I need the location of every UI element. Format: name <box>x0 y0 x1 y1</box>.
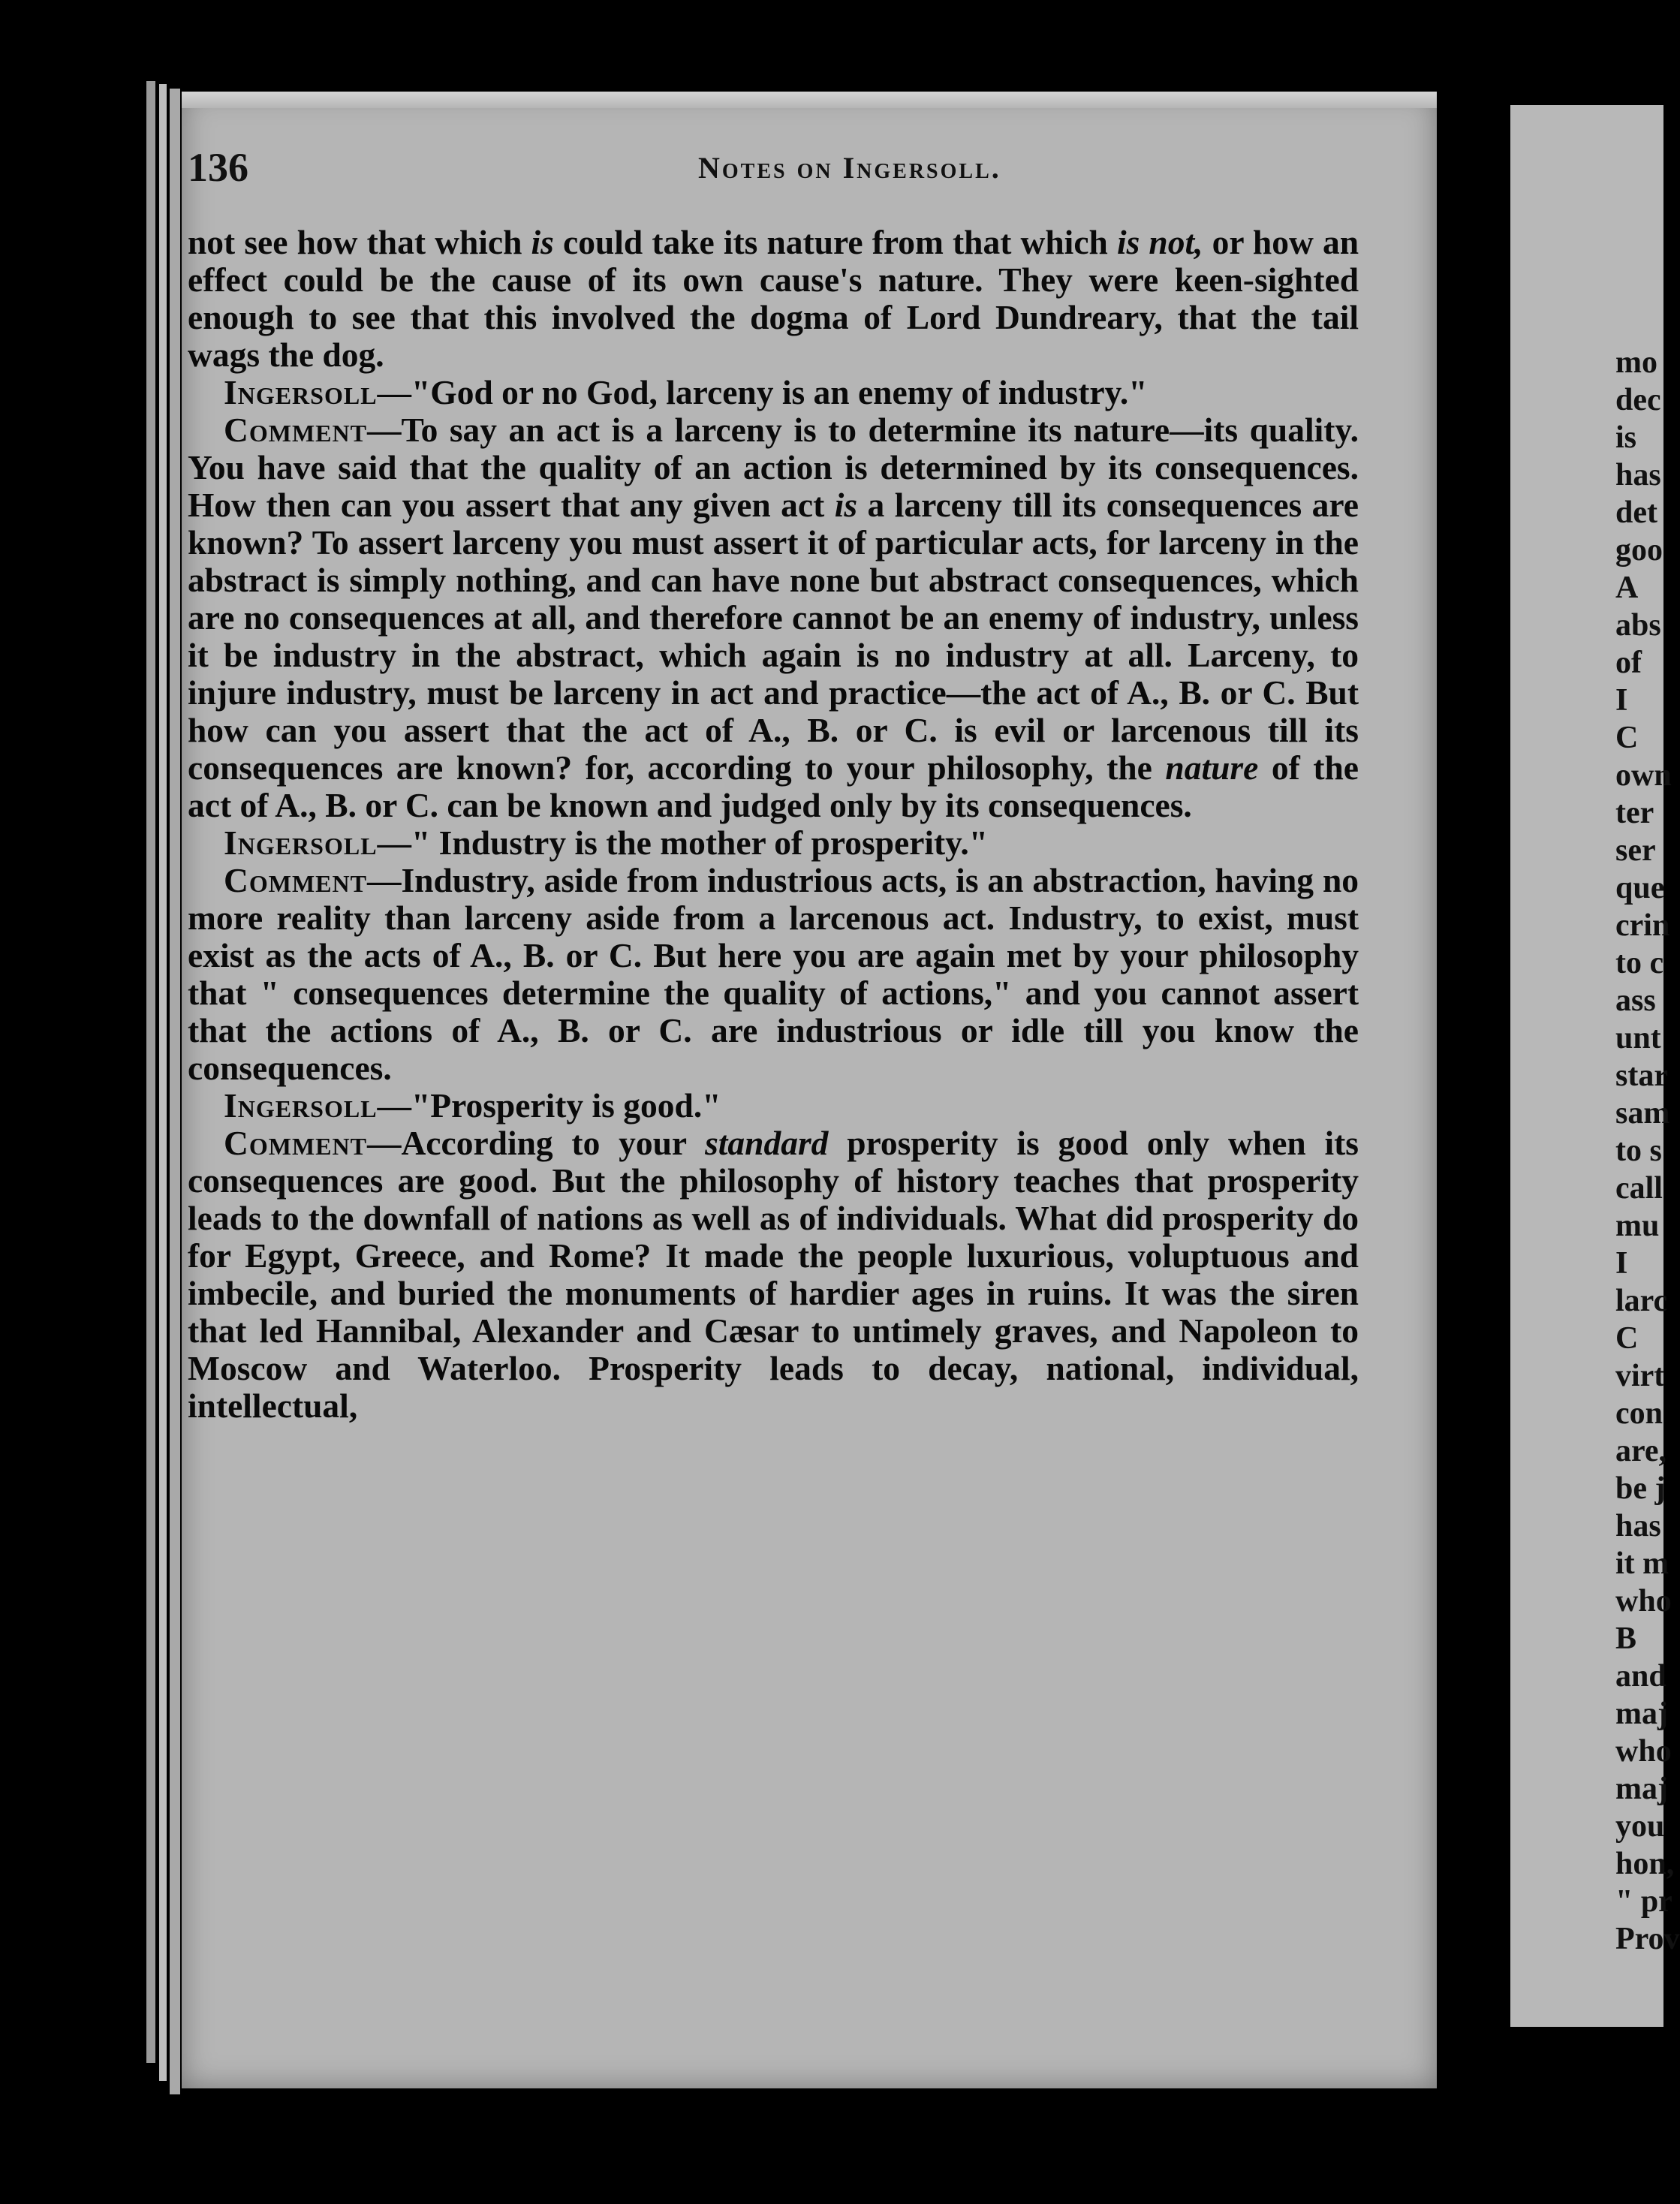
adjacent-page-line: goo <box>1615 533 1663 568</box>
adjacent-page-line: has <box>1615 458 1661 492</box>
adjacent-page-line: C <box>1615 1321 1639 1356</box>
adjacent-page-line: who <box>1615 1734 1672 1769</box>
adjacent-page-line: has <box>1615 1509 1661 1543</box>
adjacent-page-line: I <box>1615 683 1628 718</box>
text-run: of the act of A., B. or C. can be known and judged only by its consequences. <box>188 748 1359 824</box>
adjacent-page-line: A <box>1615 571 1639 605</box>
adjacent-page-line: que <box>1615 871 1665 905</box>
adjacent-page-line: who <box>1615 1584 1672 1618</box>
paragraph <box>188 1125 1359 1425</box>
page-edge <box>170 89 180 2100</box>
adjacent-page-line: mo <box>1615 345 1657 380</box>
adjacent-page-line: you <box>1615 1809 1665 1844</box>
text-run: —"God or no God, larceny is an enemy of industry." <box>377 373 1148 411</box>
page-edge <box>146 81 155 2063</box>
adjacent-page-line: mu <box>1615 1209 1660 1243</box>
text-run: —To say an act is a larceny is to determine its nature—its quality. You have said that the quality of an action is determined by its consequences. How then can you assert that any given act <box>188 411 1359 524</box>
paragraph <box>188 374 1359 411</box>
text-run: is <box>531 223 554 261</box>
adjacent-page-line: to c <box>1615 946 1664 980</box>
text-run: —"Prosperity is good." <box>377 1086 721 1125</box>
text-run: —Industry, aside from industrious acts, is an abstraction, having no more reality than larceny aside from a larcenous act. Industry, to exist, must exist as the acts of A., B. or C. But here you are again met by your philosophy that " consequences determine the quality of actions," and you cannot assert that the actions of A., B. or C. are industrious or idle till you know the consequences. <box>188 861 1359 1087</box>
adjacent-page-line: B <box>1615 1621 1637 1656</box>
adjacent-page-line: and <box>1615 1659 1666 1694</box>
speaker-label: Ingersoll <box>224 823 378 862</box>
adjacent-page-line: is <box>1615 420 1637 455</box>
paragraph <box>188 224 1359 374</box>
adjacent-page-line: be j <box>1615 1471 1666 1506</box>
adjacent-page-line: unt <box>1615 1021 1661 1055</box>
text-run: prosperity is good only when its consequences are good. But the philosophy of history teaches that prosperity leads to the downfall of nations as well as of individuals. What did prosperity do for Egypt, Greece, and Rome? It made the people luxurious, voluptuous and imbecile, and buried the monuments of hardier ages in ruins. It was the siren that led Hannibal, Alexander and Cæsar to untimely graves, and Napoleon to Moscow and Waterloo. Prosperity leads to decay, national, individual, intellectual, <box>188 1124 1359 1425</box>
adjacent-page-line: abs <box>1615 608 1661 643</box>
adjacent-page-line: to s <box>1615 1134 1662 1168</box>
adjacent-page-line: maj <box>1615 1697 1668 1731</box>
adjacent-page-line: ass <box>1615 983 1656 1018</box>
adjacent-page-line: are, <box>1615 1434 1667 1468</box>
page-header <box>188 144 1359 227</box>
text-run: a larceny till its consequences are known? To assert larceny you must assert it of particular acts, for larceny in the abstract is simply nothing, and can have none but abstract consequences, which are no consequences at all, and therefore cannot be an enemy of industry, unless it be industry in the abstract, which again is no industry at all. Larceny, to injure industry, must be larceny in act and practice—the act of A., B. or C. But how can you assert that the act of A., B. or C. is evil or larcenous till its consequences are known? for, according to your philosophy, the <box>188 486 1359 787</box>
adjacent-page-line: larc <box>1615 1284 1668 1318</box>
scan-border <box>0 2094 1663 2204</box>
paragraph <box>188 824 1359 862</box>
adjacent-page-line: hon, <box>1615 1847 1675 1881</box>
text-run: not see how that which <box>188 223 531 261</box>
adjacent-page-line: virt <box>1615 1359 1665 1393</box>
paragraph <box>188 411 1359 824</box>
text-run: is not, <box>1116 223 1203 261</box>
adjacent-page-fragment <box>1510 105 1680 2027</box>
adjacent-page-line: dec <box>1615 383 1661 417</box>
running-title: Notes on Ingersoll. <box>698 151 1001 185</box>
adjacent-page-line: own <box>1615 758 1672 793</box>
text-run: is <box>834 486 858 524</box>
page-edge <box>159 84 167 2081</box>
text-run: or how an effect could be the cause of its own cause's nature. They were keen-sighted enough to see that this involved the dogma of Lord Dundreary, that the tail wags the dog. <box>188 223 1359 374</box>
adjacent-page-line: crin <box>1615 908 1670 943</box>
paragraph <box>188 1087 1359 1125</box>
paragraph <box>188 862 1359 1087</box>
text-run: nature <box>1165 748 1259 787</box>
adjacent-page-line: " pr <box>1615 1884 1672 1919</box>
speaker-label: Ingersoll <box>224 373 378 411</box>
speaker-label: Comment <box>224 861 367 899</box>
page-number: 136 <box>188 145 248 190</box>
text-run: could take its nature from that which <box>553 223 1117 261</box>
text-run: standard <box>705 1124 829 1162</box>
adjacent-page-line: call <box>1615 1171 1663 1206</box>
body-text <box>188 224 1359 1425</box>
adjacent-page-line: I <box>1615 1246 1628 1281</box>
adjacent-page-line: con <box>1615 1396 1663 1431</box>
adjacent-page-line: sam <box>1615 1096 1670 1131</box>
adjacent-page-line: C <box>1615 721 1639 755</box>
adjacent-page-line: it m <box>1615 1546 1669 1581</box>
adjacent-page-line: ser <box>1615 833 1656 868</box>
adjacent-page-line: maj <box>1615 1772 1668 1806</box>
speaker-label: Comment <box>224 1124 367 1162</box>
adjacent-page-line: det <box>1615 495 1657 530</box>
adjacent-page-line: star <box>1615 1058 1668 1093</box>
text-run: —According to your <box>366 1124 706 1162</box>
text-run: —" Industry is the mother of prosperity." <box>377 823 989 862</box>
adjacent-page-line: ter <box>1615 796 1654 830</box>
speaker-label: Comment <box>224 411 367 449</box>
adjacent-page-line: of <box>1615 646 1642 680</box>
book-gutter <box>1437 60 1512 2204</box>
adjacent-page-line: Prov <box>1615 1922 1680 1956</box>
speaker-label: Ingersoll <box>224 1086 378 1125</box>
